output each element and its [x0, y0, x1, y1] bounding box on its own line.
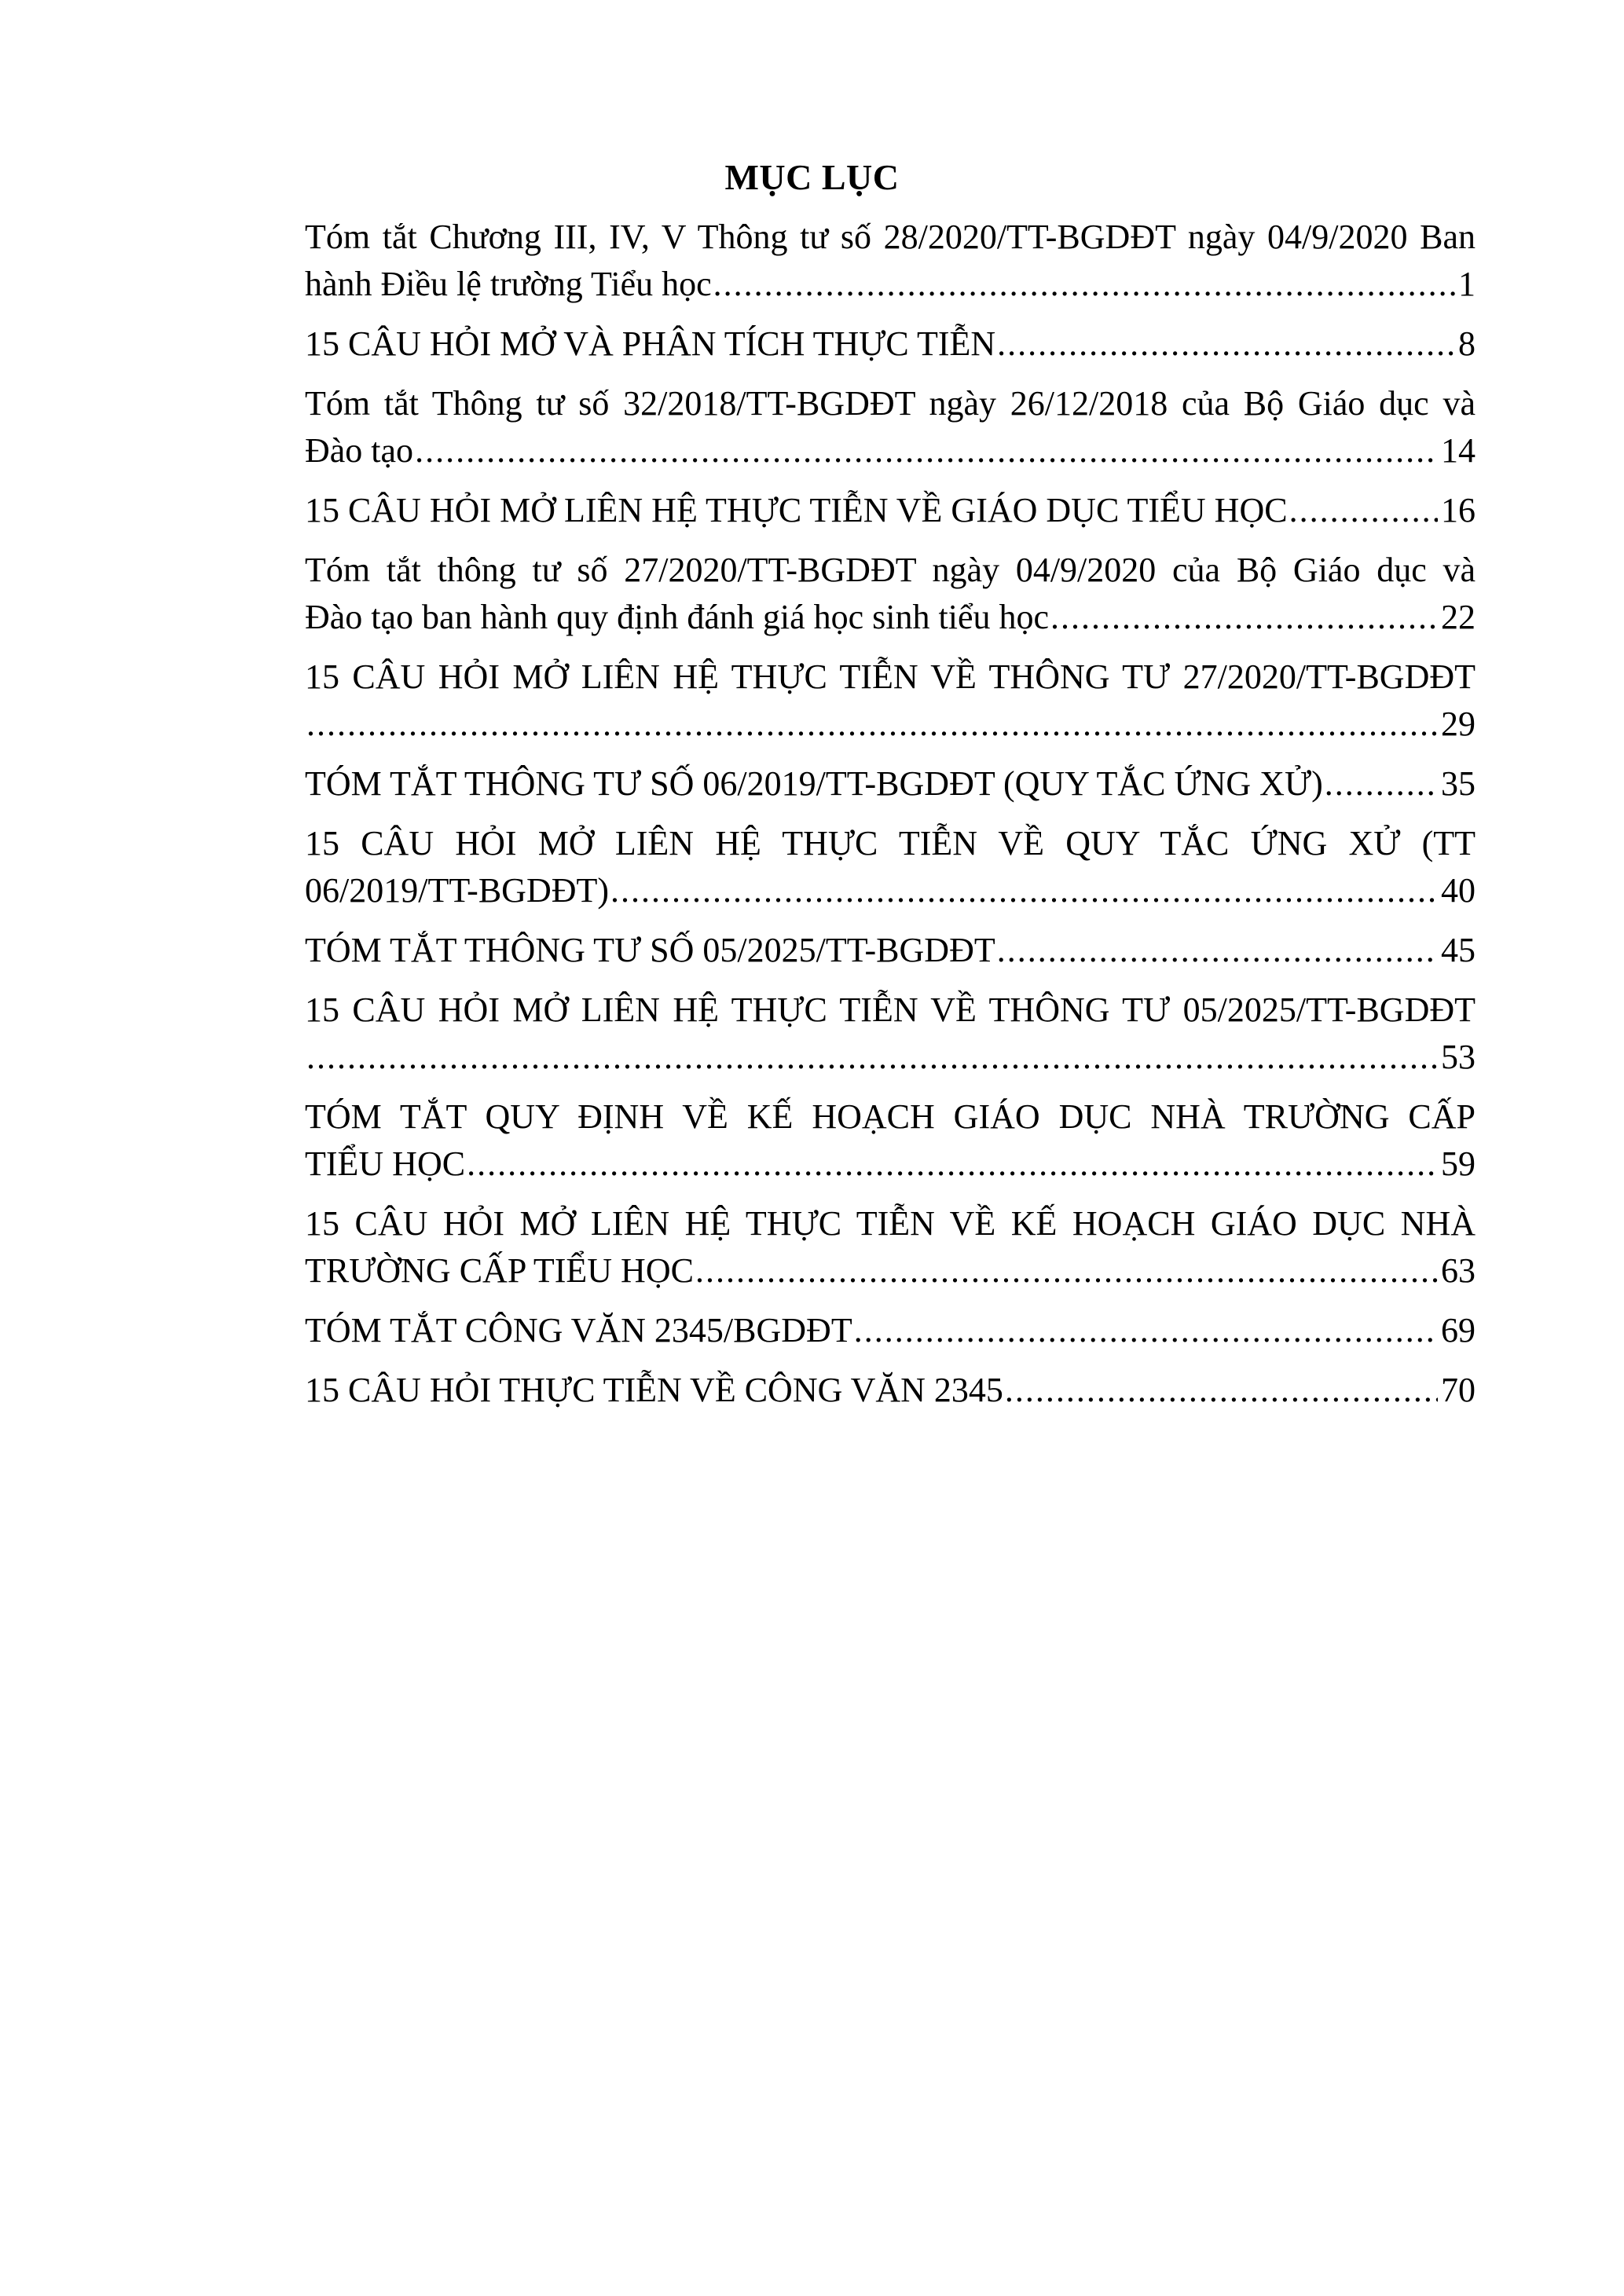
toc-entry-last-line: [305, 927, 1476, 974]
toc-entry-text: Tóm tắt Thông tư số 32/2018/TT-BGDĐT ngày 26/12/2018 của Bộ Giáo dục và: [305, 384, 1476, 423]
toc-title: MỤC LỤC: [724, 157, 900, 197]
toc-entry-text: Đào tạo: [305, 431, 414, 470]
toc-entry-last-line: [305, 760, 1476, 807]
toc-entry-text: 15 CÂU HỎI MỞ LIÊN HỆ THỰC TIỄN VỀ GIÁO DỤC TIỂU HỌC: [305, 491, 1288, 529]
toc-entry-text: TÓM TẮT THÔNG TƯ SỐ 05/2025/TT-BGDĐT: [305, 931, 995, 969]
toc-dot-leader: [1050, 594, 1438, 641]
toc-entry-last-line: [305, 867, 1476, 914]
toc-entry[interactable]: [305, 547, 1476, 641]
toc-entry-text: TIỂU HỌC: [305, 1144, 466, 1183]
toc-page-number: 1: [1458, 265, 1476, 303]
toc-entry-last-line: [305, 1247, 1476, 1294]
toc-entry-last-line: [305, 1307, 1476, 1354]
toc-list: [305, 214, 1476, 1426]
toc-page-number: 53: [1441, 1038, 1476, 1076]
toc-entry[interactable]: [305, 1093, 1476, 1188]
toc-entry-text: Tóm tắt Chương III, IV, V Thông tư số 28/2020/TT-BGDĐT ngày 04/9/2020 Ban: [305, 218, 1476, 256]
toc-dot-leader: [306, 1034, 1438, 1081]
toc-dot-leader: [1289, 487, 1438, 534]
toc-entry[interactable]: [305, 820, 1476, 914]
toc-page-number: 29: [1441, 705, 1476, 743]
toc-page-number: 45: [1441, 931, 1476, 969]
toc-entry-text: Tóm tắt thông tư số 27/2020/TT-BGDĐT ngày 04/9/2020 của Bộ Giáo dục và: [305, 551, 1476, 589]
toc-entry[interactable]: [305, 927, 1476, 974]
toc-entry-text: 15 CÂU HỎI MỞ LIÊN HỆ THỰC TIỄN VỀ THÔNG TƯ 05/2025/TT-BGDĐT: [305, 991, 1476, 1029]
toc-entry-last-line: [305, 594, 1476, 641]
toc-entry[interactable]: [305, 760, 1476, 807]
toc-entry-text: 15 CÂU HỎI MỞ VÀ PHÂN TÍCH THỰC TIỄN: [305, 324, 996, 363]
toc-entry[interactable]: [305, 987, 1476, 1081]
toc-dot-leader: [997, 320, 1455, 368]
toc-dot-leader: [1005, 1367, 1438, 1414]
toc-entry[interactable]: [305, 487, 1476, 534]
toc-dot-leader: [467, 1141, 1438, 1188]
toc-dot-leader: [415, 427, 1438, 474]
toc-entry-text: 06/2019/TT-BGDĐT): [305, 871, 610, 910]
toc-entry[interactable]: [305, 1200, 1476, 1294]
toc-entry-text: Đào tạo ban hành quy định đánh giá học sinh tiểu học: [305, 598, 1050, 636]
toc-dot-leader: [713, 261, 1455, 308]
toc-entry-last-line: [305, 1367, 1476, 1414]
toc-page-number: 8: [1458, 324, 1476, 363]
toc-entry-last-line: [305, 701, 1476, 748]
toc-entry-last-line: [305, 427, 1476, 474]
toc-entry-text: 15 CÂU HỎI THỰC TIỄN VỀ CÔNG VĂN 2345: [305, 1371, 1003, 1409]
toc-entry[interactable]: [305, 1367, 1476, 1414]
toc-entry-text: hành Điều lệ trường Tiểu học: [305, 265, 712, 303]
toc-page-number: 14: [1441, 431, 1476, 470]
toc-entry-last-line: [305, 487, 1476, 534]
toc-page-number: 70: [1441, 1371, 1476, 1409]
toc-page-number: 16: [1441, 491, 1476, 529]
toc-entry-text: TÓM TẮT QUY ĐỊNH VỀ KẾ HOẠCH GIÁO DỤC NHÀ TRƯỜNG CẤP: [305, 1097, 1476, 1136]
toc-entry[interactable]: [305, 1307, 1476, 1354]
toc-entry[interactable]: [305, 320, 1476, 368]
toc-page-number: 35: [1441, 764, 1476, 803]
toc-entry-last-line: [305, 261, 1476, 308]
toc-entry-text: TÓM TẮT CÔNG VĂN 2345/BGDĐT: [305, 1311, 852, 1349]
toc-entry-text: 15 CÂU HỎI MỞ LIÊN HỆ THỰC TIỄN VỀ KẾ HOẠCH GIÁO DỤC NHÀ: [305, 1204, 1476, 1243]
toc-entry-text: 15 CÂU HỎI MỞ LIÊN HỆ THỰC TIỄN VỀ THÔNG TƯ 27/2020/TT-BGDĐT: [305, 657, 1476, 696]
toc-dot-leader: [695, 1247, 1438, 1294]
toc-entry-last-line: [305, 1141, 1476, 1188]
toc-dot-leader: [997, 927, 1438, 974]
toc-entry-last-line: [305, 1034, 1476, 1081]
toc-entry-text: 15 CÂU HỎI MỞ LIÊN HỆ THỰC TIỄN VỀ QUY TẮC ỨNG XỬ (TT: [305, 824, 1476, 862]
toc-dot-leader: [610, 867, 1438, 914]
toc-dot-leader: [1325, 760, 1438, 807]
toc-entry-last-line: [305, 320, 1476, 368]
toc-page-number: 40: [1441, 871, 1476, 910]
toc-page-number: 59: [1441, 1144, 1476, 1183]
toc-entry-text: TÓM TẮT THÔNG TƯ SỐ 06/2019/TT-BGDĐT (QUY TẮC ỨNG XỬ): [305, 764, 1323, 803]
toc-page-number: 69: [1441, 1311, 1476, 1349]
toc-entry[interactable]: [305, 214, 1476, 308]
toc-dot-leader: [854, 1307, 1438, 1354]
toc-page-number: 22: [1441, 598, 1476, 636]
toc-entry[interactable]: [305, 380, 1476, 474]
toc-dot-leader: [306, 701, 1438, 748]
toc-entry-text: TRƯỜNG CẤP TIỂU HỌC: [305, 1251, 694, 1290]
toc-entry[interactable]: [305, 654, 1476, 748]
toc-page-number: 63: [1441, 1251, 1476, 1290]
